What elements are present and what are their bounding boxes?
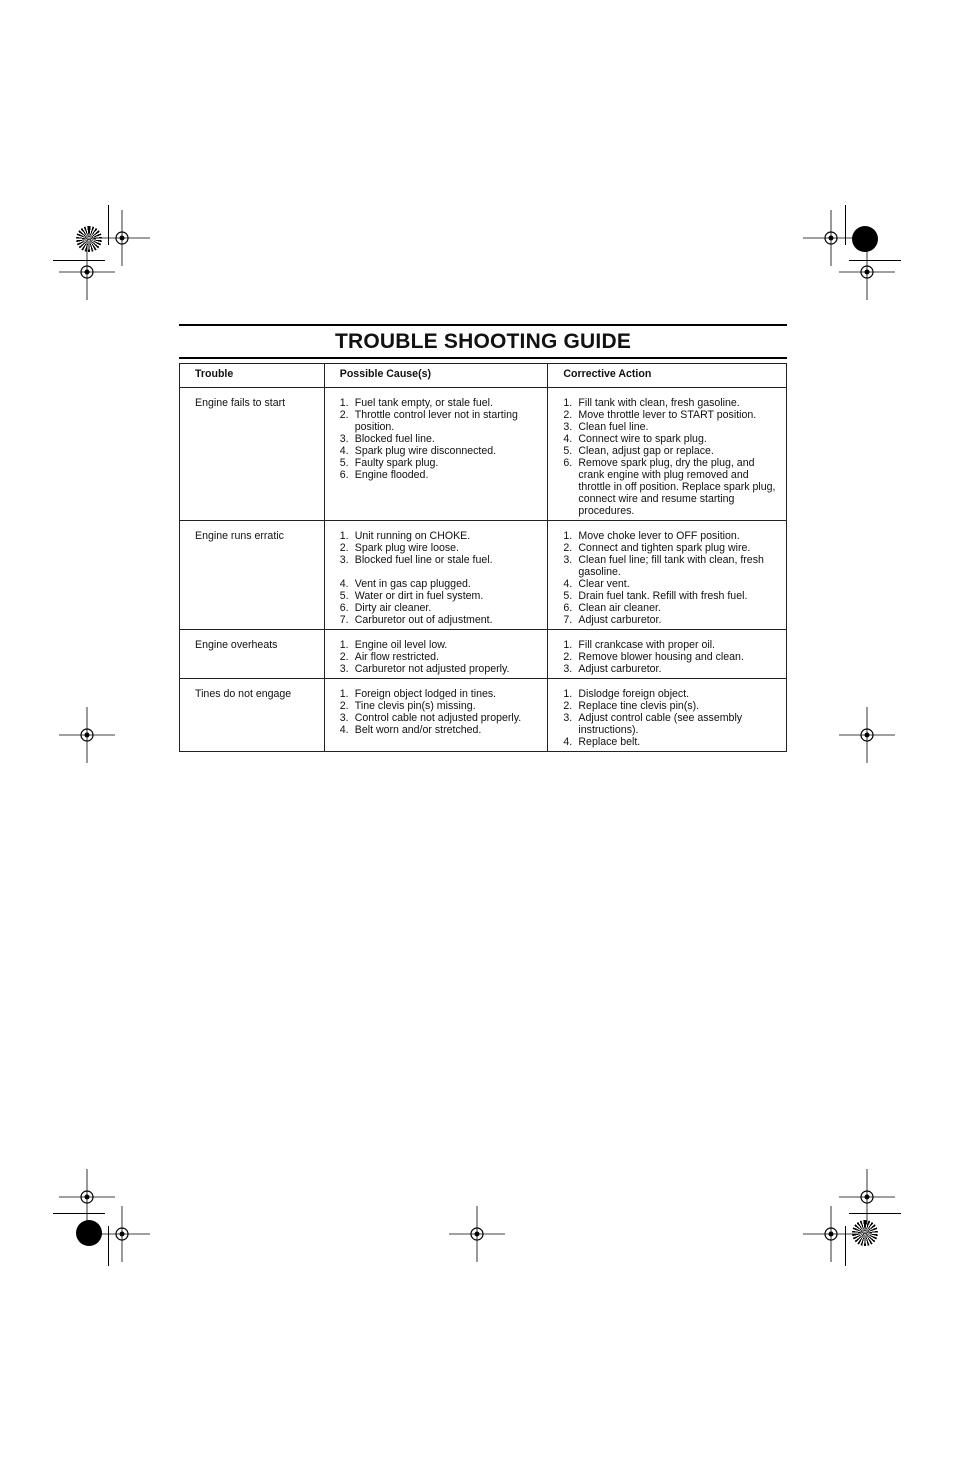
item-number: 4. (563, 578, 573, 590)
action-list (563, 688, 778, 748)
page-title: TROUBLE SHOOTING GUIDE (334, 330, 632, 353)
action-cell (548, 630, 787, 679)
cause-text: Spark plug wire disconnected. (354, 445, 497, 457)
action-text: Connect wire to spark plug. (578, 433, 707, 445)
cause-item (340, 397, 540, 409)
action-item (563, 530, 778, 542)
action-text: Move throttle lever to START position. (578, 409, 757, 421)
item-number: 4. (339, 724, 349, 736)
table-body (180, 388, 787, 752)
crosshair-icon (803, 1206, 859, 1262)
cause-item (340, 614, 540, 626)
item-number: 5. (339, 590, 349, 602)
item-number: 2. (339, 409, 349, 421)
cause-item (340, 469, 540, 481)
table-row (180, 630, 787, 679)
action-text: Clean fuel line; fill tank with clean, fresh gasoline. (578, 554, 764, 578)
action-text: Dislodge foreign object. (578, 688, 690, 700)
cause-text: Fuel tank empty, or stale fuel. (354, 397, 493, 409)
item-number: 3. (339, 663, 349, 675)
cause-text: Air flow restricted. (354, 651, 439, 663)
action-item (563, 614, 778, 626)
title-block (179, 324, 787, 359)
cause-text: Engine flooded. (354, 469, 429, 481)
item-number: 7. (339, 614, 349, 626)
cause-cell (324, 630, 548, 679)
action-text: Clean air cleaner. (578, 602, 661, 614)
cause-text: Faulty spark plug. (354, 457, 439, 469)
item-number: 5. (563, 445, 573, 457)
action-text: Adjust carburetor. (578, 614, 662, 626)
action-item (563, 688, 778, 700)
cause-item (340, 688, 540, 700)
action-item (563, 542, 778, 554)
trouble-cell: Engine fails to start (180, 388, 325, 521)
cause-list (340, 688, 540, 736)
cause-item (340, 724, 540, 736)
action-item (563, 457, 778, 517)
action-cell (548, 388, 787, 521)
action-item (563, 712, 778, 736)
action-item (563, 578, 778, 590)
cause-text: Engine oil level low. (354, 639, 448, 651)
action-text: Fill tank with clean, fresh gasoline. (578, 397, 740, 409)
cause-text: Foreign object lodged in tines. (354, 688, 497, 700)
cause-item (340, 433, 540, 445)
item-number: 5. (563, 590, 573, 602)
table-row (180, 521, 787, 630)
action-item (563, 421, 778, 433)
item-number: 6. (339, 602, 349, 614)
title-rule (179, 324, 787, 326)
item-number: 4. (339, 578, 349, 590)
action-text: Fill crankcase with proper oil. (578, 639, 715, 651)
cause-text: Blocked fuel line or stale fuel. (354, 554, 493, 566)
item-number: 4. (563, 736, 573, 748)
cause-item (340, 554, 540, 566)
action-item (563, 409, 778, 421)
trouble-cell: Engine overheats (180, 630, 325, 679)
item-number: 3. (563, 663, 573, 675)
action-cell (548, 521, 787, 630)
cause-cell (324, 521, 548, 630)
action-item (563, 433, 778, 445)
action-item (563, 590, 778, 602)
cause-text: Belt worn and/or stretched. (354, 724, 482, 736)
cause-text: Throttle control lever not in starting position. (354, 409, 518, 433)
item-number: 6. (339, 469, 349, 481)
action-list (563, 397, 778, 517)
action-text: Clean, adjust gap or replace. (578, 445, 714, 457)
item-number: 1. (339, 688, 349, 700)
action-text: Adjust control cable (see assembly instructions). (578, 712, 743, 736)
crosshair-icon (59, 707, 115, 763)
item-number: 1. (563, 688, 573, 700)
item-number: 2. (339, 651, 349, 663)
item-number: 2. (339, 700, 349, 712)
action-text: Drain fuel tank. Refill with fresh fuel. (578, 590, 748, 602)
cause-list (340, 639, 540, 675)
header-possible-causes: Possible Cause(s) (324, 364, 548, 388)
cause-text: Carburetor not adjusted properly. (354, 663, 510, 675)
action-item (563, 700, 778, 712)
action-text: Clear vent. (578, 578, 630, 590)
cause-text: Carburetor out of adjustment. (354, 614, 493, 626)
crosshair-icon (449, 1206, 505, 1262)
troubleshooting-table (179, 363, 787, 752)
action-item (563, 663, 778, 675)
item-number: 3. (339, 554, 349, 566)
action-text: Move choke lever to OFF position. (578, 530, 740, 542)
trouble-cell: Engine runs erratic (180, 521, 325, 630)
crosshair-icon (839, 707, 895, 763)
trouble-cell: Tines do not engage (180, 679, 325, 752)
action-item (563, 397, 778, 409)
cause-item (340, 457, 540, 469)
item-number: 1. (339, 530, 349, 542)
item-number: 3. (563, 712, 573, 724)
action-list (563, 530, 778, 626)
crosshair-icon (94, 1206, 150, 1262)
cause-text: Tine clevis pin(s) missing. (354, 700, 476, 712)
action-text: Remove spark plug, dry the plug, and crank engine with plug removed and throttle in off position. Replace spark plug, connect wire and resume starting procedures. (578, 457, 776, 517)
action-item (563, 639, 778, 651)
cause-item (340, 590, 540, 602)
cause-item (340, 700, 540, 712)
item-number: 1. (339, 639, 349, 651)
item-number: 2. (563, 409, 573, 421)
action-item (563, 651, 778, 663)
cause-text: Control cable not adjusted properly. (354, 712, 522, 724)
crosshair-icon (59, 244, 115, 300)
item-number: 3. (563, 554, 573, 566)
action-item (563, 602, 778, 614)
cause-item (340, 663, 540, 675)
action-text: Connect and tighten spark plug wire. (578, 542, 751, 554)
cause-cell (324, 388, 548, 521)
action-cell (548, 679, 787, 752)
cause-item (340, 712, 540, 724)
action-item (563, 445, 778, 457)
action-text: Remove blower housing and clean. (578, 651, 744, 663)
title-rule (179, 357, 787, 359)
item-number: 2. (563, 542, 573, 554)
cause-item (340, 651, 540, 663)
crosshair-icon (839, 244, 895, 300)
action-text: Replace tine clevis pin(s). (578, 700, 700, 712)
table-row (180, 388, 787, 521)
cause-text: Blocked fuel line. (354, 433, 435, 445)
table-header-row (180, 364, 787, 388)
cause-item (340, 409, 540, 433)
action-item (563, 554, 778, 578)
cause-item (340, 639, 540, 651)
cause-item (340, 602, 540, 614)
item-number: 7. (563, 614, 573, 626)
cause-item (340, 445, 540, 457)
action-text: Adjust carburetor. (578, 663, 662, 675)
item-number: 1. (339, 397, 349, 409)
cause-item (340, 578, 540, 590)
item-number: 2. (339, 542, 349, 554)
cause-text: Spark plug wire loose. (354, 542, 459, 554)
item-number: 4. (563, 433, 573, 445)
item-number: 3. (339, 712, 349, 724)
cause-list (340, 397, 540, 481)
item-number: 6. (563, 457, 573, 469)
action-text: Clean fuel line. (578, 421, 649, 433)
action-list (563, 639, 778, 675)
cause-list (340, 530, 540, 626)
action-item (563, 736, 778, 748)
item-number: 1. (563, 530, 573, 542)
cause-cell (324, 679, 548, 752)
item-number: 4. (339, 445, 349, 457)
cause-text: Dirty air cleaner. (354, 602, 432, 614)
item-number: 1. (563, 397, 573, 409)
cause-item (340, 530, 540, 542)
header-corrective-action: Corrective Action (548, 364, 787, 388)
item-number: 3. (563, 421, 573, 433)
header-trouble: Trouble (180, 364, 325, 388)
cause-text: Unit running on CHOKE. (354, 530, 471, 542)
item-number: 2. (563, 651, 573, 663)
table-row (180, 679, 787, 752)
action-text: Replace belt. (578, 736, 641, 748)
item-number: 5. (339, 457, 349, 469)
item-number: 6. (563, 602, 573, 614)
cause-text: Water or dirt in fuel system. (354, 590, 484, 602)
item-number: 2. (563, 700, 573, 712)
cause-text: Vent in gas cap plugged. (354, 578, 471, 590)
cause-item (340, 542, 540, 554)
item-number: 1. (563, 639, 573, 651)
item-number: 3. (339, 433, 349, 445)
